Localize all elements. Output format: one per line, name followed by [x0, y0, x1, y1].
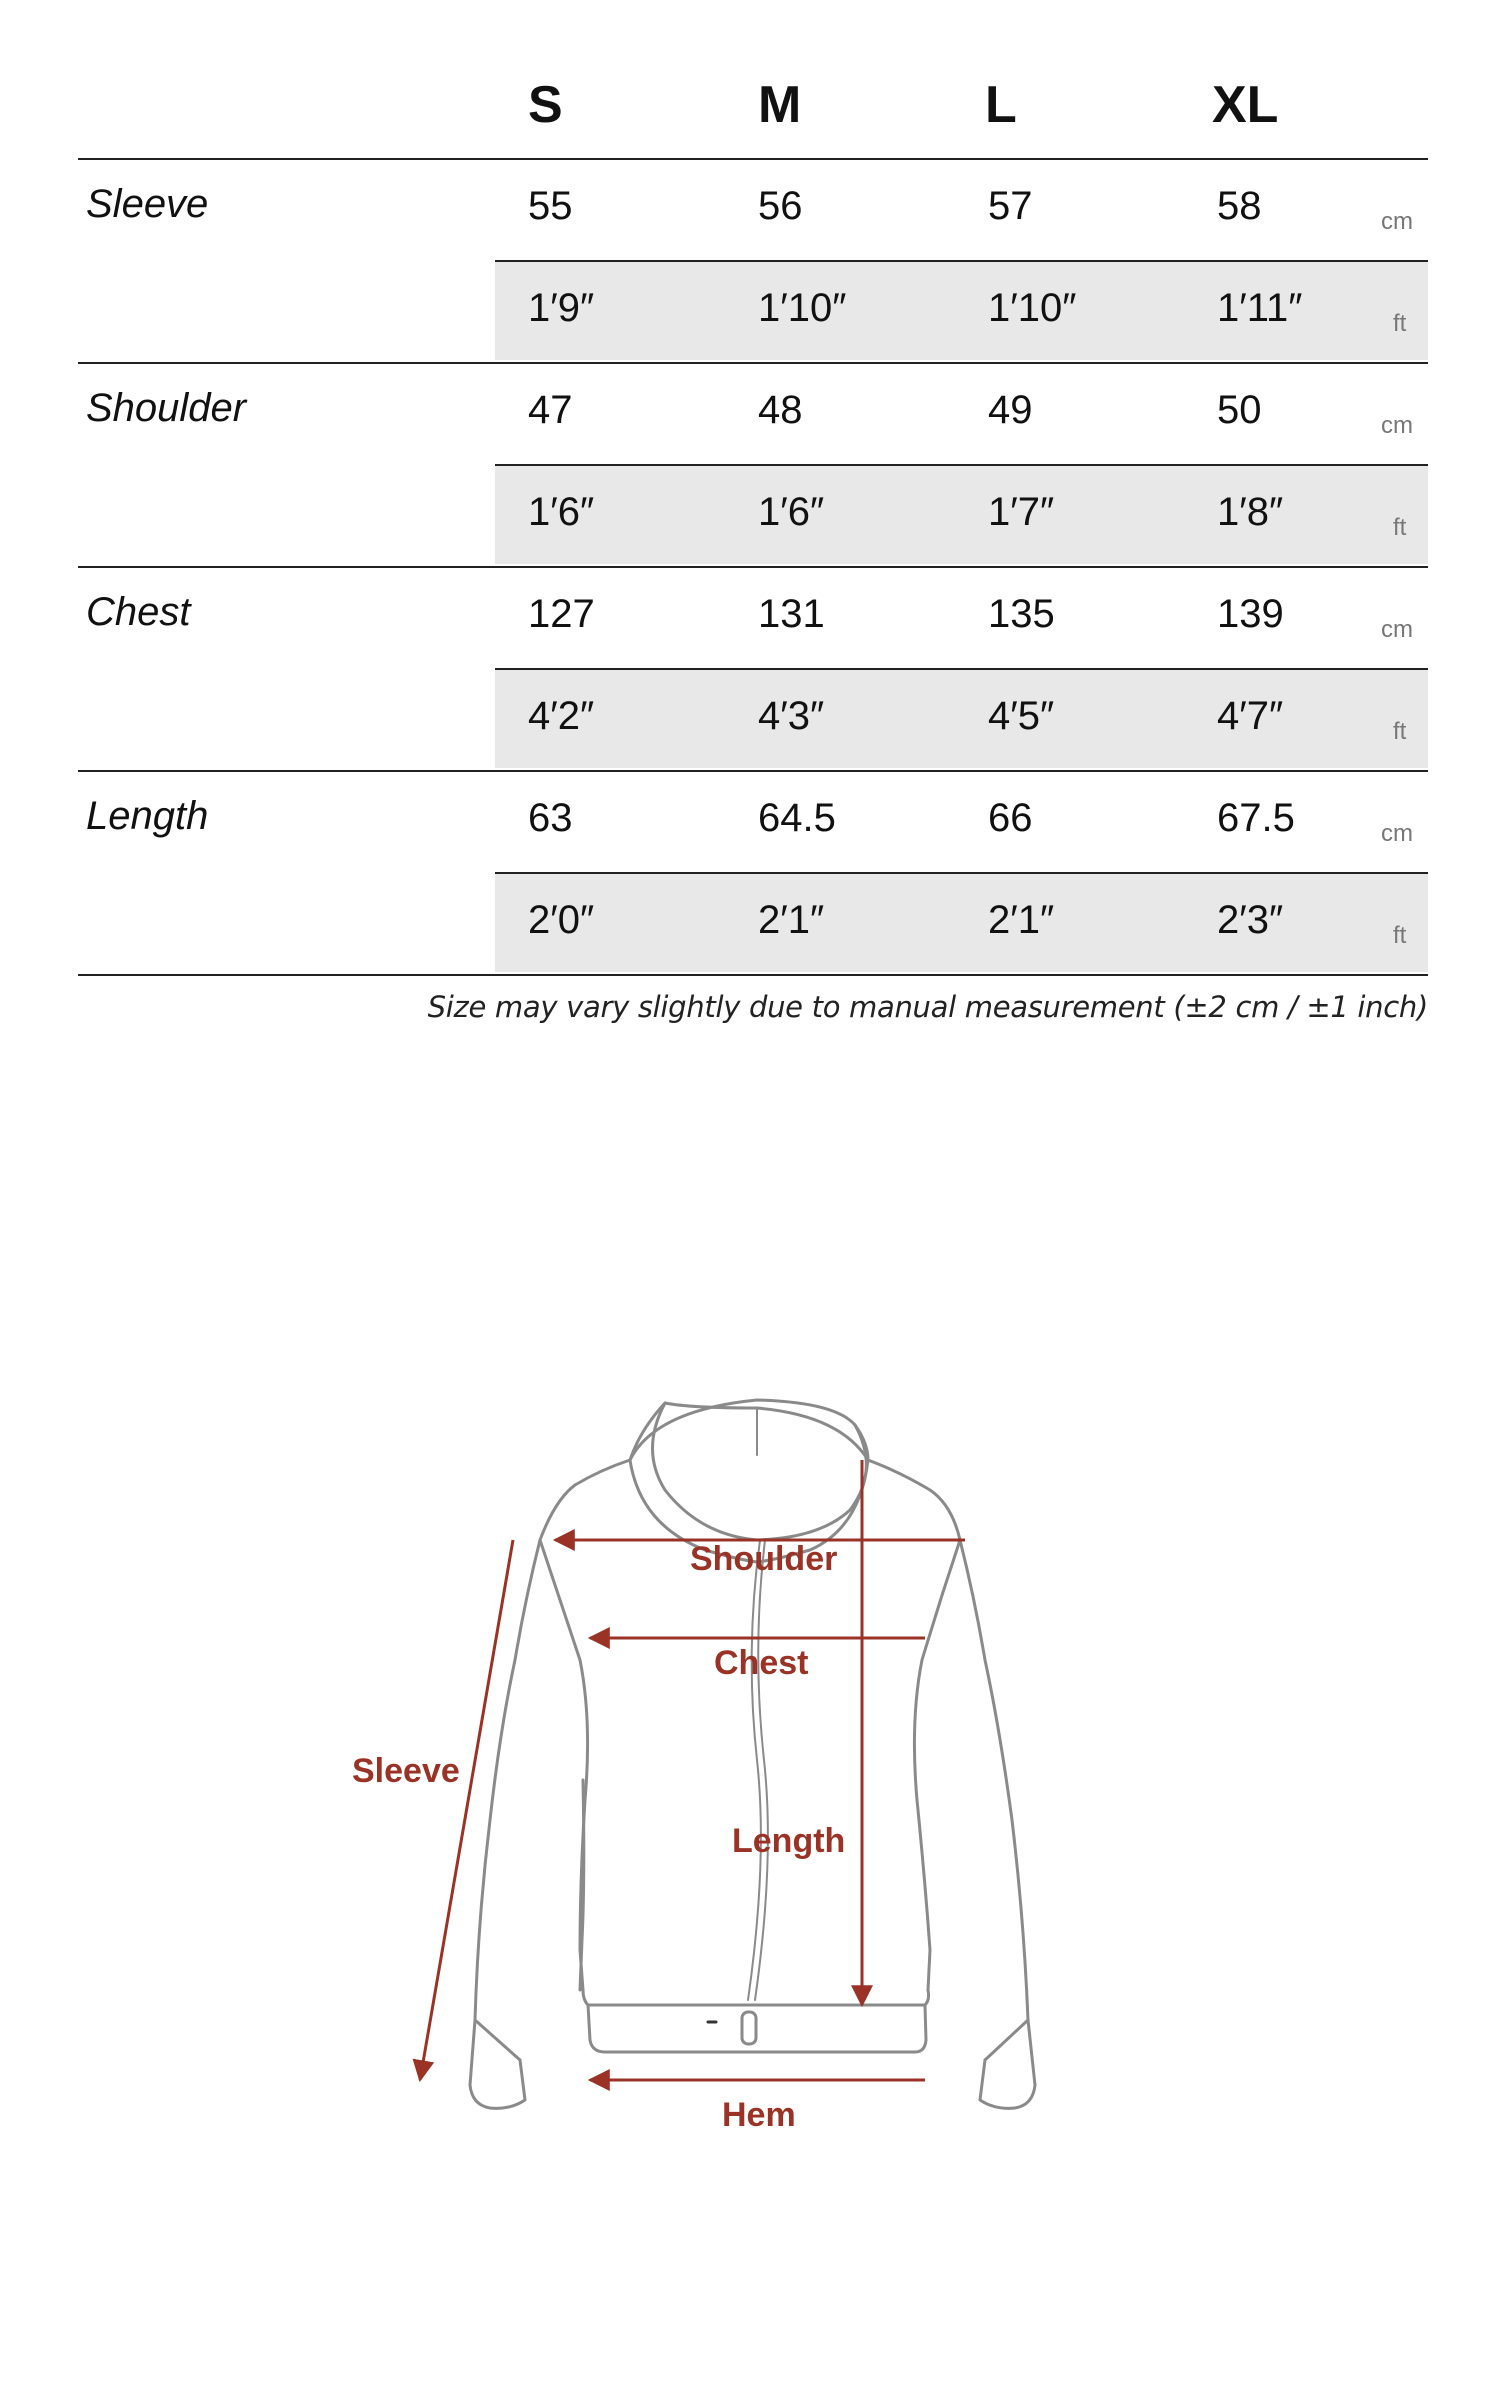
cell-chest-ft-xl: 4′7″ — [1217, 694, 1284, 738]
cell-chest-cm-m: 131 — [758, 592, 825, 636]
cell-chest-cm-xl: 139 — [1217, 592, 1284, 636]
unit-ft: ft — [1393, 718, 1407, 745]
cell-sleeve-cm-xl: 58 — [1217, 184, 1262, 228]
cell-sleeve-ft-xl: 1′11″ — [1217, 286, 1303, 330]
unit-cm: cm — [1381, 820, 1413, 847]
sleeve-arrow — [420, 1540, 513, 2080]
cell-chest-ft-l: 4′5″ — [988, 694, 1055, 738]
hoodie-outline — [470, 1400, 1035, 2108]
unit-ft: ft — [1393, 922, 1407, 949]
cell-shoulder-cm-l: 49 — [988, 388, 1033, 432]
unit-ft: ft — [1393, 514, 1407, 541]
size-header-s: S — [528, 76, 563, 134]
table-divider — [495, 464, 1428, 466]
row-label-length: Length — [86, 794, 209, 838]
unit-cm: cm — [1381, 208, 1413, 235]
table-divider — [495, 260, 1428, 262]
cell-length-ft-m: 2′1″ — [758, 898, 825, 942]
cell-length-cm-xl: 67.5 — [1217, 796, 1295, 840]
cell-chest-cm-l: 135 — [988, 592, 1055, 636]
table-divider — [78, 770, 1428, 772]
unit-cm: cm — [1381, 412, 1413, 439]
cell-shoulder-cm-s: 47 — [528, 388, 573, 432]
table-divider — [78, 158, 1428, 160]
cell-sleeve-cm-s: 55 — [528, 184, 573, 228]
row-label-shoulder: Shoulder — [86, 386, 247, 430]
unit-ft: ft — [1393, 310, 1407, 337]
table-divider — [495, 668, 1428, 670]
table-divider — [495, 872, 1428, 874]
cell-sleeve-ft-m: 1′10″ — [758, 286, 847, 330]
ft-row-background — [495, 873, 1428, 972]
cell-length-ft-l: 2′1″ — [988, 898, 1055, 942]
row-label-chest: Chest — [86, 590, 191, 634]
cell-length-cm-l: 66 — [988, 796, 1033, 840]
cell-shoulder-ft-m: 1′6″ — [758, 490, 825, 534]
label-hem: Hem — [722, 2096, 796, 2134]
table-divider — [78, 362, 1428, 364]
label-shoulder: Shoulder — [690, 1540, 838, 1578]
cell-shoulder-cm-xl: 50 — [1217, 388, 1262, 432]
cell-shoulder-ft-s: 1′6″ — [528, 490, 595, 534]
cell-shoulder-cm-m: 48 — [758, 388, 803, 432]
row-label-sleeve: Sleeve — [86, 182, 209, 226]
label-length: Length — [732, 1822, 846, 1860]
table-divider — [78, 974, 1428, 976]
cell-shoulder-ft-l: 1′7″ — [988, 490, 1055, 534]
measurement-note: Size may vary slightly due to manual measurement (±2 cm / ±1 inch) — [427, 990, 1428, 1024]
size-header-m: M — [758, 76, 802, 134]
ft-row-background — [495, 465, 1428, 564]
cell-sleeve-ft-s: 1′9″ — [528, 286, 595, 330]
cell-sleeve-cm-m: 56 — [758, 184, 803, 228]
cell-sleeve-cm-l: 57 — [988, 184, 1033, 228]
cell-chest-cm-s: 127 — [528, 592, 595, 636]
label-chest: Chest — [714, 1644, 809, 1682]
cell-sleeve-ft-l: 1′10″ — [988, 286, 1077, 330]
cell-chest-ft-s: 4′2″ — [528, 694, 595, 738]
label-sleeve: Sleeve — [352, 1752, 460, 1790]
ft-row-background — [495, 669, 1428, 768]
unit-cm: cm — [1381, 616, 1413, 643]
cell-length-ft-s: 2′0″ — [528, 898, 595, 942]
cell-length-ft-xl: 2′3″ — [1217, 898, 1284, 942]
cell-shoulder-ft-xl: 1′8″ — [1217, 490, 1284, 534]
cell-length-cm-s: 63 — [528, 796, 573, 840]
size-header-xl: XL — [1212, 76, 1279, 134]
table-divider — [78, 566, 1428, 568]
hoodie-diagram — [0, 1300, 1500, 2180]
cell-chest-ft-m: 4′3″ — [758, 694, 825, 738]
cell-length-cm-m: 64.5 — [758, 796, 836, 840]
size-header-l: L — [985, 76, 1017, 134]
